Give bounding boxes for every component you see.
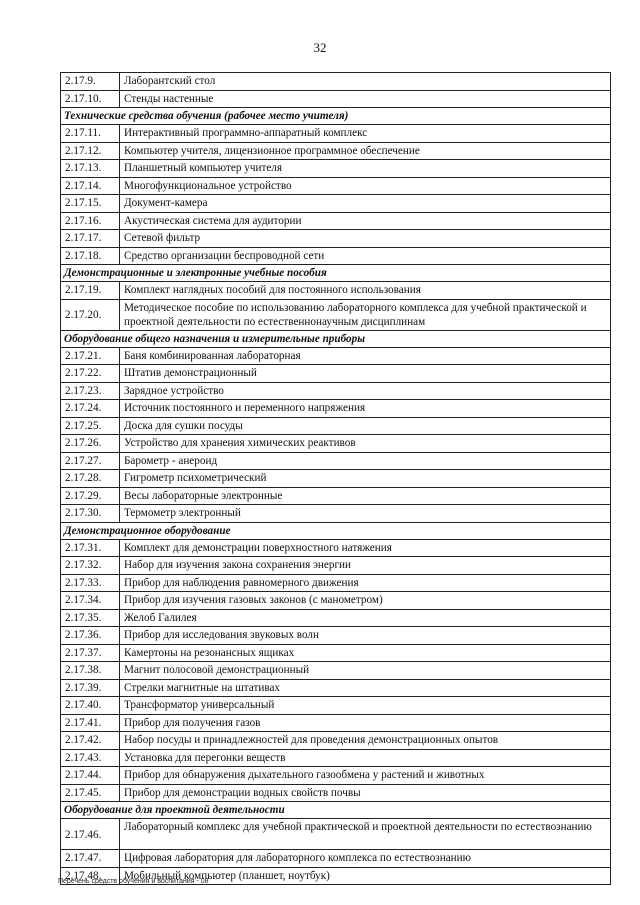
item-name: Набор посуды и принадлежностей для проведения демонстрационных опытов	[120, 732, 611, 750]
table-row	[61, 749, 611, 767]
table-row	[61, 365, 611, 383]
table-row	[61, 282, 611, 300]
table-row	[61, 819, 611, 850]
item-number: 2.17.45.	[61, 784, 120, 802]
page-number: 32	[313, 40, 327, 55]
section-title: Демонстрационные и электронные учебные пособия	[61, 265, 611, 282]
section-header-row	[61, 522, 611, 539]
section-header-row	[61, 330, 611, 347]
item-number: 2.17.10.	[61, 90, 120, 108]
item-number: 2.17.20.	[61, 299, 120, 330]
item-name: Прибор для наблюдения равномерного движения	[120, 574, 611, 592]
table-row	[61, 732, 611, 750]
table-row	[61, 505, 611, 523]
item-name: Прибор для получения газов	[120, 714, 611, 732]
item-number: 2.17.41.	[61, 714, 120, 732]
table-row	[61, 73, 611, 91]
item-number: 2.17.47.	[61, 850, 120, 868]
table-row	[61, 400, 611, 418]
table-row	[61, 592, 611, 610]
item-number: 2.17.17.	[61, 230, 120, 248]
item-name: Цифровая лаборатория для лабораторного комплекса по естествознанию	[120, 850, 611, 868]
item-number: 2.17.44.	[61, 767, 120, 785]
item-name: Магнит полосовой демонстрационный	[120, 662, 611, 680]
item-name: Зарядное устройство	[120, 382, 611, 400]
item-number: 2.17.43.	[61, 749, 120, 767]
table-row	[61, 142, 611, 160]
item-number: 2.17.12.	[61, 142, 120, 160]
table-row	[61, 767, 611, 785]
section-header-row	[61, 802, 611, 819]
item-name: Планшетный компьютер учителя	[120, 160, 611, 178]
item-name: Лабораторный комплекс для учебной практической и проектной деятельности по естествознанию	[120, 819, 611, 850]
table-row	[61, 212, 611, 230]
table-row	[61, 382, 611, 400]
item-name: Акустическая система для аудитории	[120, 212, 611, 230]
table-row	[61, 417, 611, 435]
table-row	[61, 470, 611, 488]
item-number: 2.17.37.	[61, 644, 120, 662]
item-number: 2.17.11.	[61, 125, 120, 143]
item-number: 2.17.38.	[61, 662, 120, 680]
item-number: 2.17.14.	[61, 177, 120, 195]
table-row	[61, 609, 611, 627]
item-number: 2.17.35.	[61, 609, 120, 627]
item-name: Баня комбинированная лабораторная	[120, 347, 611, 365]
item-number: 2.17.48.	[61, 867, 120, 885]
item-number: 2.17.13.	[61, 160, 120, 178]
item-name: Термометр электронный	[120, 505, 611, 523]
item-number: 2.17.29.	[61, 487, 120, 505]
table-row	[61, 160, 611, 178]
table-row	[61, 90, 611, 108]
item-name: Гигрометр психометрический	[120, 470, 611, 488]
table-row	[61, 125, 611, 143]
section-title: Оборудование для проектной деятельности	[61, 802, 611, 819]
item-number: 2.17.33.	[61, 574, 120, 592]
item-name: Устройство для хранения химических реактивов	[120, 435, 611, 453]
table-row	[61, 697, 611, 715]
table-row	[61, 299, 611, 330]
item-number: 2.17.28.	[61, 470, 120, 488]
item-number: 2.17.30.	[61, 505, 120, 523]
item-number: 2.17.27.	[61, 452, 120, 470]
table-row	[61, 574, 611, 592]
table-row	[61, 230, 611, 248]
item-number: 2.17.42.	[61, 732, 120, 750]
item-number: 2.17.31.	[61, 539, 120, 557]
section-header-row	[61, 108, 611, 125]
item-number: 2.17.36.	[61, 627, 120, 645]
equipment-table	[60, 72, 611, 885]
item-name: Прибор для исследования звуковых волн	[120, 627, 611, 645]
item-number: 2.17.19.	[61, 282, 120, 300]
section-title: Технические средства обучения (рабочее место учителя)	[61, 108, 611, 125]
item-number: 2.17.46.	[61, 819, 120, 850]
item-name: Весы лабораторные электронные	[120, 487, 611, 505]
item-name: Камертоны на резонансных ящиках	[120, 644, 611, 662]
item-name: Стрелки магнитные на штативах	[120, 679, 611, 697]
table-row	[61, 435, 611, 453]
table-row	[61, 714, 611, 732]
table-row	[61, 627, 611, 645]
item-number: 2.17.34.	[61, 592, 120, 610]
equipment-table-body	[61, 73, 611, 885]
item-name: Лаборантский стол	[120, 73, 611, 91]
item-number: 2.17.26.	[61, 435, 120, 453]
item-name: Прибор для изучения газовых законов (с манометром)	[120, 592, 611, 610]
item-name: Источник постоянного и переменного напряжения	[120, 400, 611, 418]
item-name: Документ-камера	[120, 195, 611, 213]
item-name: Стенды настенные	[120, 90, 611, 108]
item-name: Средство организации беспроводной сети	[120, 247, 611, 265]
table-row	[61, 247, 611, 265]
item-number: 2.17.32.	[61, 557, 120, 575]
item-name: Прибор для демонстрации водных свойств почвы	[120, 784, 611, 802]
footer-text: Перечень средств обучения и воспитания - 08	[58, 878, 209, 885]
item-number: 2.17.23.	[61, 382, 120, 400]
item-name: Компьютер учителя, лицензионное программное обеспечение	[120, 142, 611, 160]
item-number: 2.17.21.	[61, 347, 120, 365]
item-number: 2.17.25.	[61, 417, 120, 435]
item-name: Установка для перегонки веществ	[120, 749, 611, 767]
item-name: Комплект для демонстрации поверхностного натяжения	[120, 539, 611, 557]
table-row	[61, 662, 611, 680]
item-name: Прибор для обнаружения дыхательного газообмена у растений и животных	[120, 767, 611, 785]
item-name: Барометр - анероид	[120, 452, 611, 470]
section-header-row	[61, 265, 611, 282]
item-number: 2.17.15.	[61, 195, 120, 213]
table-row	[61, 784, 611, 802]
section-title: Демонстрационное оборудование	[61, 522, 611, 539]
item-name: Штатив демонстрационный	[120, 365, 611, 383]
item-name: Мобильный компьютер (планшет, ноутбук)	[120, 867, 611, 885]
section-title: Оборудование общего назначения и измерительные приборы	[61, 330, 611, 347]
item-name: Желоб Галилея	[120, 609, 611, 627]
table-row	[61, 195, 611, 213]
item-name: Многофункциональное устройство	[120, 177, 611, 195]
item-name: Интерактивный программно-аппаратный комплекс	[120, 125, 611, 143]
item-name: Комплект наглядных пособий для постоянного использования	[120, 282, 611, 300]
table-row	[61, 679, 611, 697]
item-number: 2.17.22.	[61, 365, 120, 383]
item-name: Методическое пособие по использованию лабораторного комплекса для учебной практической и проектной деятельности по естественнонаучным дисциплинам	[120, 299, 611, 330]
item-number: 2.17.9.	[61, 73, 120, 91]
item-number: 2.17.40.	[61, 697, 120, 715]
table-row	[61, 850, 611, 868]
table-row	[61, 347, 611, 365]
table-row	[61, 539, 611, 557]
item-name: Доска для сушки посуды	[120, 417, 611, 435]
table-row	[61, 452, 611, 470]
item-number: 2.17.16.	[61, 212, 120, 230]
item-number: 2.17.24.	[61, 400, 120, 418]
item-name: Трансформатор универсальный	[120, 697, 611, 715]
table-row	[61, 557, 611, 575]
item-number: 2.17.39.	[61, 679, 120, 697]
item-number: 2.17.18.	[61, 247, 120, 265]
table-row	[61, 177, 611, 195]
table-row	[61, 644, 611, 662]
table-row	[61, 487, 611, 505]
item-name: Сетевой фильтр	[120, 230, 611, 248]
item-name: Набор для изучения закона сохранения энергии	[120, 557, 611, 575]
